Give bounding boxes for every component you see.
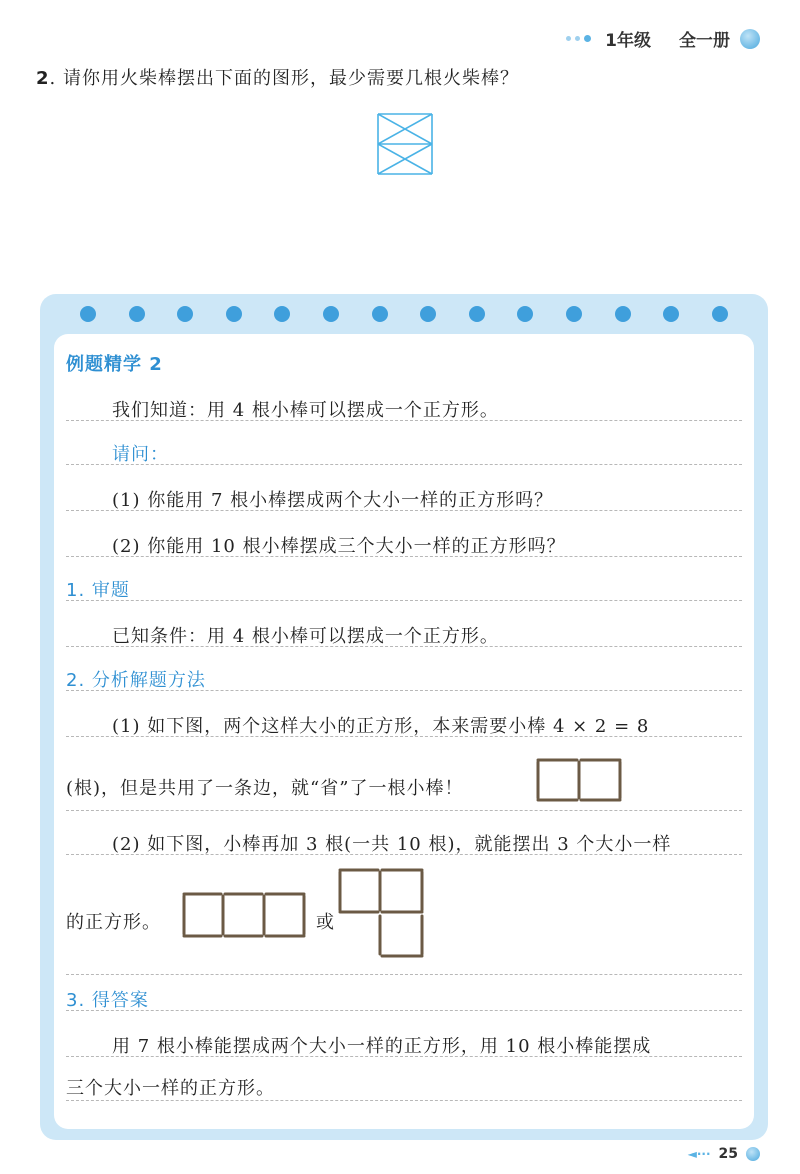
step1-title: 1. 审题	[66, 580, 130, 601]
or-text: 或	[316, 912, 335, 933]
example-title: 例题精学 2	[66, 354, 163, 375]
question-number: 2	[36, 68, 50, 89]
step3-answer-line1: 用 7 根小棒能摆成两个大小一样的正方形，用 10 根小棒能摆成	[112, 1036, 652, 1057]
step2-paragraph1-line1: (1) 如下图，两个这样大小的正方形，本来需要小棒 4 × 2 = 8	[112, 716, 650, 737]
question-1: (1) 你能用 7 根小棒摆成两个大小一样的正方形吗？	[112, 490, 554, 511]
binder-rings	[80, 306, 728, 322]
step2-paragraph2-line2: 的正方形。	[66, 912, 161, 933]
three-squares-row-figure	[180, 890, 310, 940]
intro-text: 我们知道：用 4 根小棒可以摆成一个正方形。	[112, 400, 499, 421]
ask-label: 请问：	[112, 444, 169, 465]
step3-title: 3. 得答案	[66, 990, 149, 1011]
globe-icon	[740, 29, 760, 49]
decor-dots	[566, 35, 591, 42]
step2-title: 2. 分析解题方法	[66, 670, 206, 691]
example-panel	[40, 294, 768, 1140]
question-text: . 请你用火柴棒摆出下面的图形，最少需要几根火柴棒？	[49, 68, 519, 89]
question-2	[36, 64, 519, 90]
page-header	[566, 26, 760, 51]
matchstick-figure	[374, 110, 436, 178]
question-2-example: (2) 你能用 10 根小棒摆成三个大小一样的正方形吗？	[112, 536, 566, 557]
page-number: 25	[718, 1146, 738, 1162]
step2-paragraph2-line1: (2) 如下图，小棒再加 3 根(一共 10 根)，就能摆出 3 个大小一样	[112, 834, 672, 855]
step2-paragraph1-line2: (根)，但是共用了一条边，就“省”了一根小棒！	[66, 778, 464, 799]
volume-label: 全一册	[679, 31, 730, 51]
two-squares-figure	[534, 756, 624, 804]
example-content	[54, 334, 754, 1129]
step1-text: 已知条件：用 4 根小棒可以摆成一个正方形。	[112, 626, 499, 647]
grade-label: 1年级	[605, 31, 651, 51]
arrow-left-icon: ◄···	[687, 1147, 711, 1161]
globe-icon	[746, 1147, 760, 1161]
page-footer	[688, 1146, 760, 1162]
step3-answer-line2: 三个大小一样的正方形。	[66, 1078, 275, 1099]
l-shape-squares-figure	[336, 866, 428, 962]
